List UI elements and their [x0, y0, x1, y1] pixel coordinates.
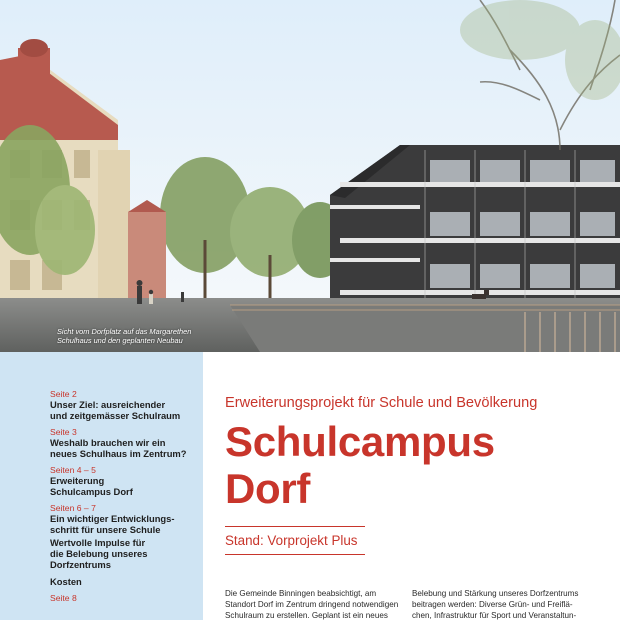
body-line: Die Gemeinde Binningen beabsichtigt, am [225, 589, 377, 598]
toc-title-line: Kosten [50, 576, 82, 587]
body-column-1 [225, 588, 401, 621]
toc-title-line: und zeitgemässer Schulraum [50, 410, 181, 421]
headline-line-2: Dorf [225, 465, 311, 512]
main-content [203, 352, 620, 620]
toc-entry[interactable] [50, 503, 200, 535]
toc-title-line: Wertvolle Impulse für [50, 537, 146, 548]
toc-entry[interactable] [50, 537, 200, 570]
toc-title-line: Erweiterung [50, 475, 105, 486]
toc-entry[interactable] [50, 427, 200, 459]
toc-page-number: Seiten 6 – 7 [50, 503, 96, 513]
toc-entry[interactable] [50, 389, 200, 421]
toc-title-line: Ein wichtiger Entwicklungs- [50, 513, 175, 524]
caption-line-2: Schulhaus und den geplanten Neubau [57, 336, 183, 345]
toc-title-line: Weshalb brauchen wir ein [50, 437, 166, 448]
toc-page-number: Seiten 4 – 5 [50, 465, 96, 475]
toc-list [50, 389, 200, 609]
sunken-court [230, 305, 620, 352]
toc-title-line: Schulcampus Dorf [50, 486, 133, 497]
body-line: chen, Infrastruktur für Sport und Veranstaltun- [412, 611, 577, 620]
caption-line-1: Sicht vom Dorfplatz auf das Margarethen [57, 327, 192, 336]
toc-entry[interactable] [50, 576, 200, 587]
table-of-contents-panel [0, 352, 203, 620]
toc-title-line: Unser Ziel: ausreichender [50, 399, 166, 410]
body-line: Schulraum zu erstellen. Geplant ist ein neues [225, 611, 388, 620]
body-column-2 [412, 588, 592, 621]
toc-title-line: Dorfzentrums [50, 559, 111, 570]
toc-entry[interactable] [50, 465, 200, 497]
toc-title-line: neues Schulhaus im Zentrum? [50, 448, 187, 459]
toc-page-number: Seite 8 [50, 593, 77, 603]
toc-title-line: die Belebung unseres [50, 548, 148, 559]
toc-page-number: Seite 3 [50, 427, 77, 437]
toc-title-line: schritt für unsere Schule [50, 524, 161, 535]
body-line: Belebung und Stärkung unseres Dorfzentrums [412, 589, 579, 598]
headline-line-1: Schulcampus [225, 418, 495, 465]
new-school-building [330, 145, 620, 305]
toc-entry[interactable] [50, 593, 200, 603]
page-title [225, 418, 495, 512]
body-line: beitragen werden: Diverse Grün- und Freiflä- [412, 600, 573, 609]
image-caption [57, 327, 257, 345]
toc-page-number: Seite 2 [50, 389, 77, 399]
kicker-subtitle: Erweiterungsprojekt für Schule und Bevölkerung [225, 395, 538, 411]
project-status: Stand: Vorprojekt Plus [225, 526, 365, 555]
body-line: Standort Dorf im Zentrum dringend notwendigen [225, 600, 399, 609]
